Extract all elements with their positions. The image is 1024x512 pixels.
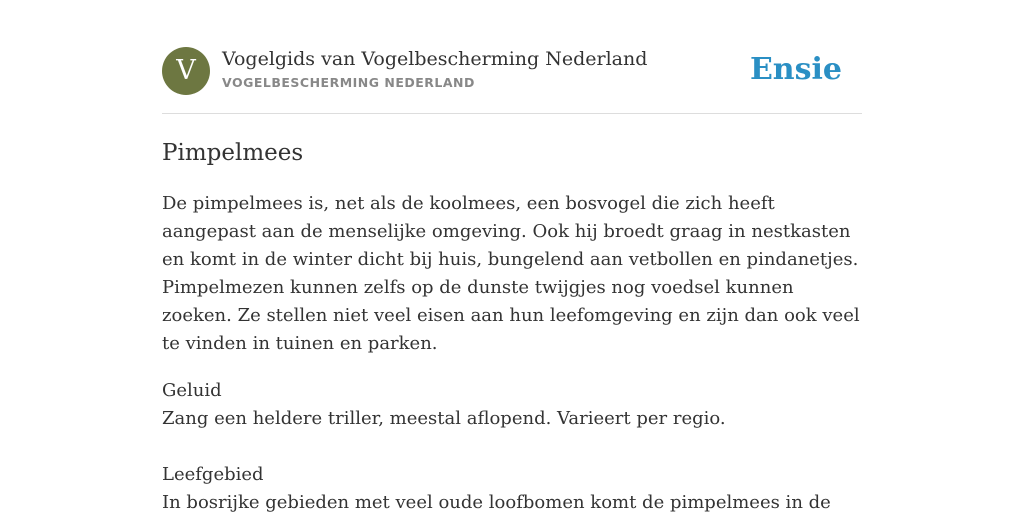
source-title-link[interactable]: Vogelgids van Vogelbescherming Nederland [222, 48, 648, 70]
article-title: Pimpelmees [162, 140, 304, 166]
article-section-sound [162, 377, 862, 512]
source-avatar[interactable]: V [162, 47, 210, 95]
section-text: In bosrijke gebieden met veel oude loofbomen komt de pimpelmees in de [162, 492, 831, 512]
section-spacer [162, 433, 862, 461]
source-header [162, 47, 862, 114]
section-text: Zang een heldere triller, meestal aflopend. Varieert per regio. [162, 408, 726, 429]
section-label: Geluid [162, 380, 222, 401]
article-body [162, 190, 862, 512]
page [162, 0, 862, 512]
section-label: Leefgebied [162, 464, 264, 485]
source-owner-link[interactable]: VOGELBESCHERMING NEDERLAND [222, 75, 475, 90]
ensie-logo-link[interactable]: Ensie [749, 52, 842, 87]
article-intro: De pimpelmees is, net als de koolmees, een bosvogel die zich heeft aangepast aan de menselijke omgeving. Ook hij broedt graag in nestkasten en komt in de winter dicht bij huis, bungelend aan vetbollen en pindanetjes. Pimpelmezen kunnen zelfs op de dunste twijgjes nog voedsel kunnen zoeken. Ze stellen niet veel eisen aan hun leefomgeving en zijn dan ook veel te vinden in tuinen en parken. [162, 193, 860, 354]
